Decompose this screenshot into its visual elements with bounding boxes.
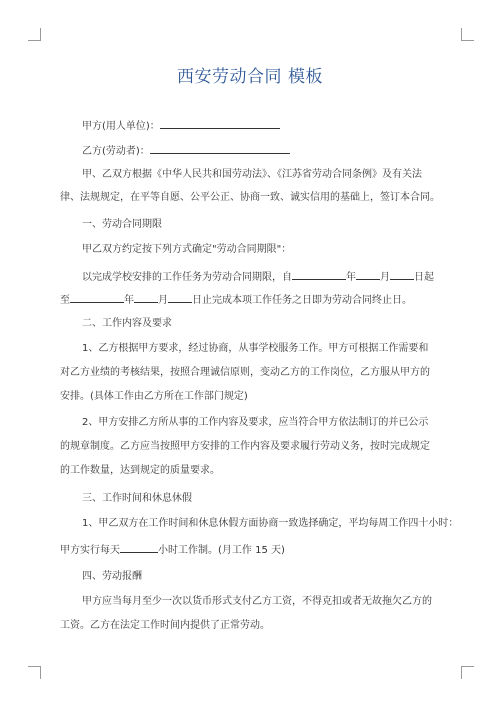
- day-label: 日起: [414, 272, 434, 283]
- daily-hours-text: 甲方实行每天: [60, 545, 120, 556]
- start-month-blank[interactable]: [356, 268, 380, 280]
- end-month-blank[interactable]: [134, 291, 158, 303]
- end-year-blank[interactable]: [70, 291, 124, 303]
- section-1-term-start-line: [60, 268, 440, 285]
- section-2-paragraph-1-line-2: 对乙方业绩的考核结果，按照合理诚信原则，变动乙方的工作岗位，乙方服从甲方的: [60, 367, 430, 378]
- margin-corner-top-left: [28, 28, 41, 41]
- section-2-paragraph-2-line-2: 的规章制度。乙方应当按照甲方安排的工作内容及要求履行劳动义务，按时完成规定: [60, 441, 430, 452]
- section-2-paragraph-1-line-1: 1、乙方根据甲方要求，经过协商，从事学校服务工作。甲方可根据工作需要和: [82, 343, 429, 354]
- document-title: 西安劳动合同 模板: [177, 67, 323, 87]
- preamble-line-1: 甲、乙双方根据《中华人民共和国劳动法》、《江苏省劳动合同条例》及有关法: [82, 169, 422, 180]
- section-4-heading: 四、劳动报酬: [82, 571, 142, 582]
- party-a-line: [60, 117, 440, 134]
- section-4-paragraph-1-line-2: 工资。乙方在法定工作时间内提供了正常劳动。: [60, 620, 270, 631]
- term-end-text: 至: [60, 295, 70, 306]
- section-2-paragraph-1-line-3: 安排。(具体工作由乙方所在工作部门规定): [60, 391, 248, 402]
- start-year-blank[interactable]: [292, 268, 346, 280]
- section-2-paragraph-2-line-3: 的工作数量，达到规定的质量要求。: [60, 465, 220, 476]
- section-1-paragraph-1: 甲乙双方约定按下列方式确定"劳动合同期限"：: [82, 244, 292, 255]
- party-a-label: 甲方(用人单位)：: [82, 121, 160, 132]
- preamble-line-2: 律、法规规定，在平等自愿、公平公正、协商一致、诚实信用的基础上，签订本合同。: [60, 192, 440, 203]
- start-day-blank[interactable]: [390, 268, 414, 280]
- year-label: 年: [124, 295, 134, 306]
- section-3-paragraph-1-line-2: [60, 541, 440, 558]
- daily-hours-blank[interactable]: [120, 541, 158, 553]
- section-1-heading: 一、劳动合同期限: [82, 219, 162, 230]
- party-b-line: [60, 142, 440, 159]
- month-label: 月: [158, 295, 168, 306]
- party-b-blank[interactable]: [150, 142, 290, 154]
- end-day-blank[interactable]: [168, 291, 192, 303]
- term-start-text: 以完成学校安排的工作任务为劳动合同期限，自: [82, 272, 292, 283]
- margin-corner-top-right: [461, 28, 474, 41]
- year-label: 年: [346, 272, 356, 283]
- section-3-heading: 三、工作时间和休息休假: [82, 493, 192, 504]
- section-2-heading: 二、工作内容及要求: [82, 318, 172, 329]
- section-2-paragraph-2-line-1: 2、甲方安排乙方所从事的工作内容及要求，应当符合甲方依法制订的并已公示: [82, 417, 429, 428]
- margin-corner-bottom-left: [28, 666, 41, 679]
- party-b-label: 乙方(劳动者)：: [82, 146, 150, 157]
- daily-hours-suffix: 小时工作制。(月工作 15 天): [158, 545, 285, 556]
- margin-corner-bottom-right: [461, 666, 474, 679]
- section-3-paragraph-1-line-1: 1、甲乙双方在工作时间和休息休假方面协商一致选择确定，平均每周工作四十小时：: [82, 518, 459, 529]
- section-1-term-end-line: [60, 291, 440, 308]
- section-4-paragraph-1-line-1: 甲方应当每月至少一次以货币形式支付乙方工资，不得克扣或者无故拖欠乙方的: [82, 596, 432, 607]
- term-end-suffix: 日止完成本项工作任务之日即为劳动合同终止日。: [192, 295, 412, 306]
- month-label: 月: [380, 272, 390, 283]
- party-a-blank[interactable]: [160, 117, 280, 129]
